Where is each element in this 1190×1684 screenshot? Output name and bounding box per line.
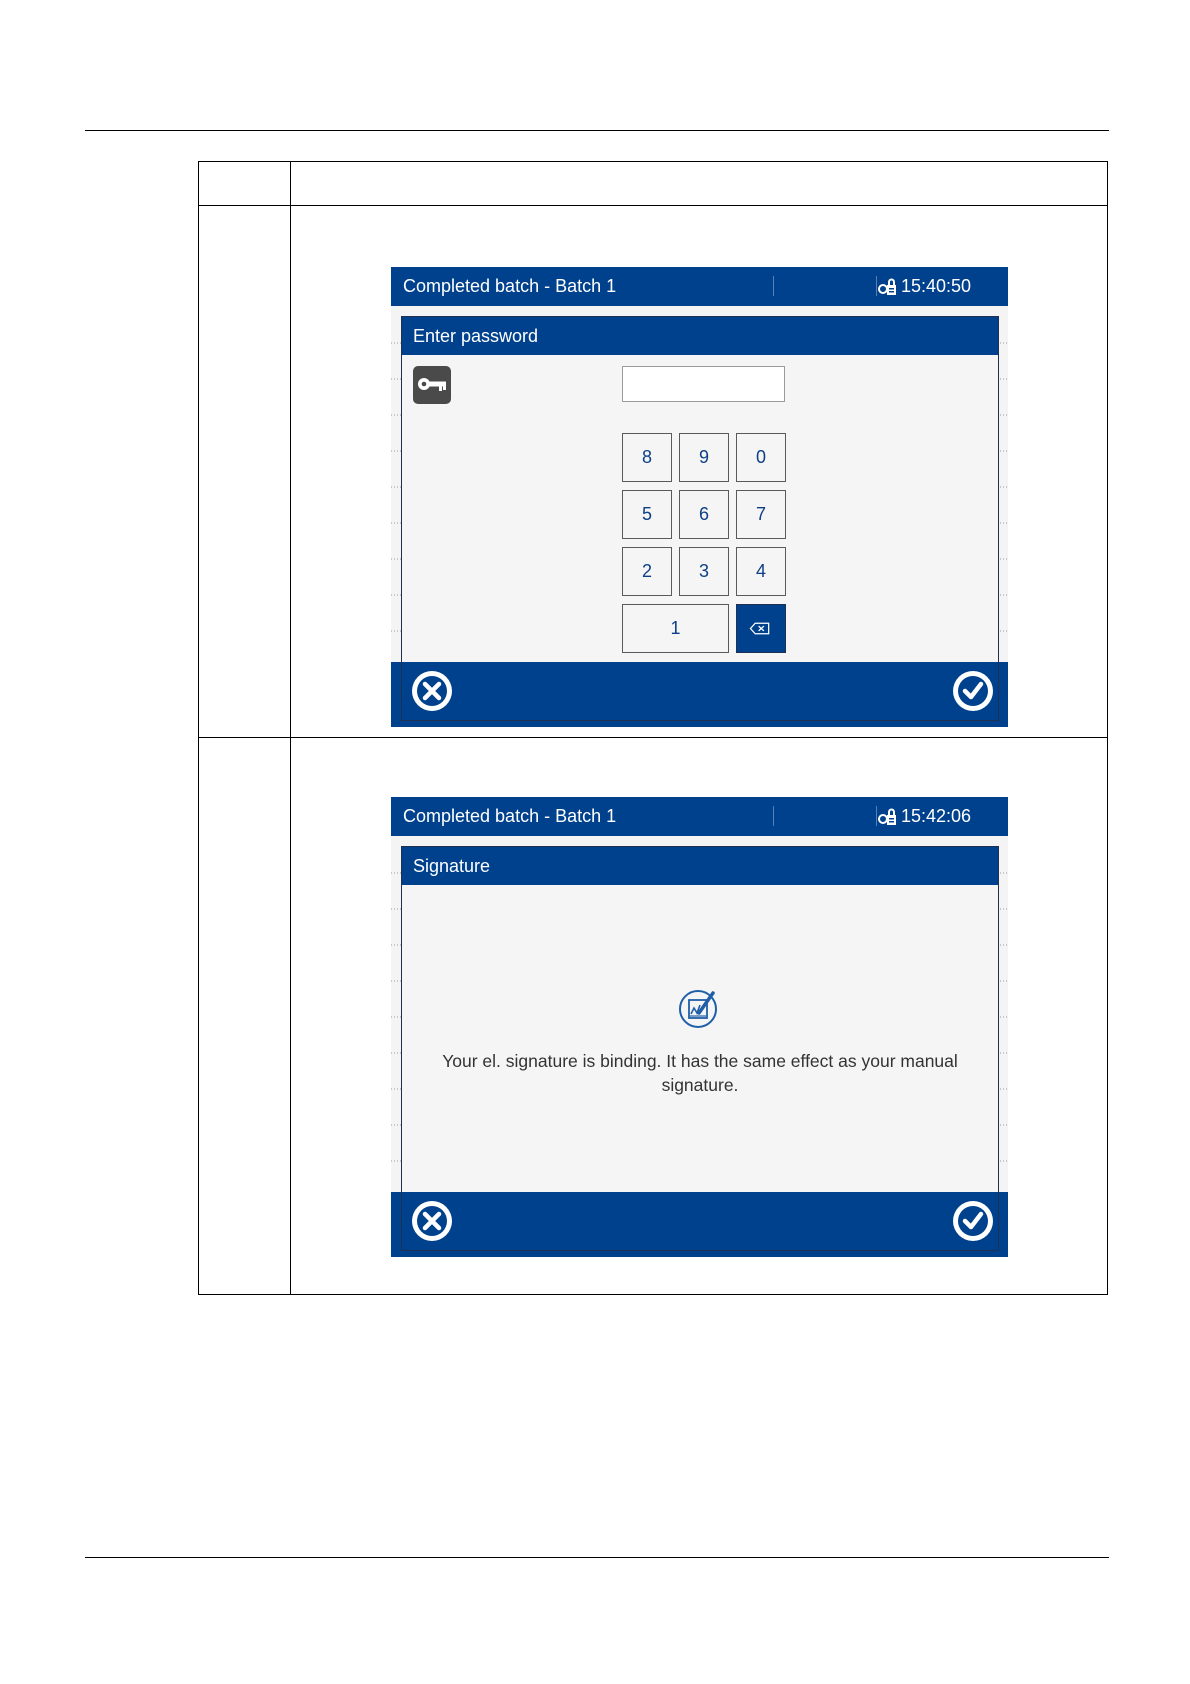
user-lock-icon: [877, 277, 897, 297]
confirm-icon: [953, 671, 993, 711]
dialog-header: [402, 847, 998, 885]
cancel-button[interactable]: [412, 1201, 452, 1241]
status-bar: [391, 267, 1008, 306]
clock-time: 15:42:06: [901, 806, 972, 826]
keypad-6-button[interactable]: 6: [679, 490, 729, 539]
signature-screen: [391, 797, 1008, 1257]
key-icon: [413, 366, 451, 404]
keypad-8-button[interactable]: 8: [622, 433, 672, 482]
dialog-footer: [391, 662, 1008, 727]
status-separator: [773, 276, 774, 296]
confirm-button[interactable]: [953, 671, 993, 711]
column-divider: [290, 162, 291, 1294]
confirm-button[interactable]: [953, 1201, 993, 1241]
footer-inner: [401, 1192, 999, 1251]
cancel-button[interactable]: [412, 671, 452, 711]
header-rule: [85, 130, 1109, 131]
keypad-0-button[interactable]: 0: [736, 433, 786, 482]
row-divider: [199, 737, 1107, 738]
backspace-button[interactable]: [736, 604, 786, 653]
keypad-2-button[interactable]: 2: [622, 547, 672, 596]
confirm-icon: [953, 1201, 993, 1241]
cancel-icon: [412, 1201, 452, 1241]
row-divider: [199, 205, 1107, 206]
keypad-9-button[interactable]: 9: [679, 433, 729, 482]
backspace-icon: [737, 605, 785, 652]
dialog-footer: [391, 1192, 1008, 1257]
keypad-1-button[interactable]: 1: [622, 604, 729, 653]
status-separator: [773, 806, 774, 826]
keypad-5-button[interactable]: 5: [622, 490, 672, 539]
dialog-title: Signature: [413, 856, 491, 876]
keypad-3-button[interactable]: 3: [679, 547, 729, 596]
cancel-icon: [412, 671, 452, 711]
signature-message: Your el. signature is binding. It has the same effect as your manual signature.: [442, 1051, 958, 1095]
dialog-header: [402, 317, 998, 355]
batch-title: Completed batch - Batch 1: [403, 276, 617, 296]
status-bar: [391, 797, 1008, 836]
keypad-7-button[interactable]: 7: [736, 490, 786, 539]
dialog-title: Enter password: [413, 326, 539, 346]
footer-inner: [401, 662, 999, 721]
password-input[interactable]: [622, 366, 785, 402]
clock-time: 15:40:50: [901, 276, 972, 296]
keypad-4-button[interactable]: 4: [736, 547, 786, 596]
batch-title: Completed batch - Batch 1: [403, 806, 617, 826]
password-screen: [391, 267, 1008, 727]
footer-rule: [85, 1557, 1109, 1558]
signature-icon: [678, 987, 720, 1029]
user-lock-icon: [877, 807, 897, 827]
